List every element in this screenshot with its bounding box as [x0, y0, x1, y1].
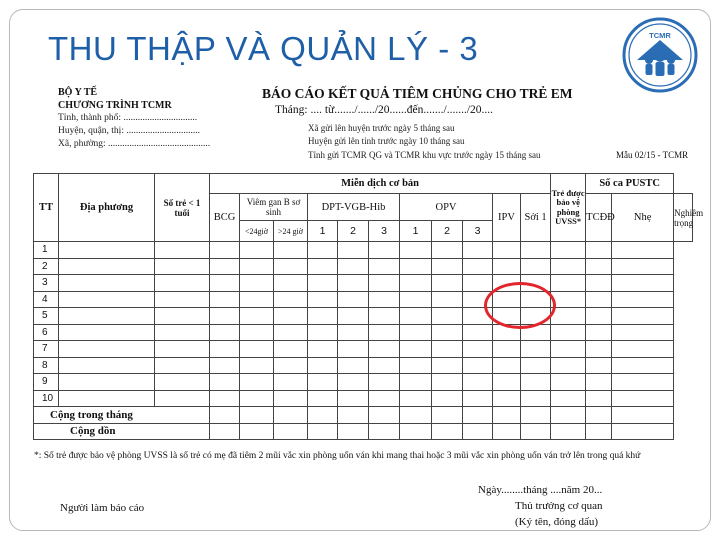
province-field: Tỉnh, thành phố: ............................... — [58, 113, 198, 123]
table-cell — [274, 324, 308, 341]
table-cell — [338, 324, 369, 341]
table-cell — [432, 374, 463, 391]
table-cell — [521, 374, 551, 391]
row-number: 8 — [34, 357, 59, 374]
report-period: Tháng: .... từ......./....../20......đến......./......./20.... — [275, 104, 494, 116]
table-cell — [338, 357, 369, 374]
row-number: 2 — [34, 258, 59, 275]
table-cell — [521, 242, 551, 259]
table-cell — [551, 308, 586, 325]
table-cell — [400, 275, 432, 292]
table-cell — [369, 291, 400, 308]
row-monthly-total: Cộng trong tháng — [34, 407, 210, 424]
table-cell — [521, 341, 551, 358]
table-cell — [551, 390, 586, 407]
agency-block — [58, 86, 210, 151]
table-cell — [463, 275, 493, 292]
header-pustc: Số ca PUSTC — [586, 174, 674, 194]
table-cell — [210, 291, 240, 308]
table-cell — [493, 242, 521, 259]
table-cell — [493, 374, 521, 391]
table-cell — [586, 357, 612, 374]
row-number: 6 — [34, 324, 59, 341]
table-cell — [551, 357, 586, 374]
table-cell — [432, 308, 463, 325]
form-code: Mẫu 02/15 - TCMR — [616, 150, 689, 160]
table-cell — [521, 390, 551, 407]
table-cell — [493, 258, 521, 275]
table-cell — [493, 390, 521, 407]
row-number: 4 — [34, 291, 59, 308]
table-cell — [586, 374, 612, 391]
header-hepb: Viêm gan B sơ sinh — [240, 194, 308, 221]
table-cell — [274, 357, 308, 374]
report-title: BÁO CÁO KẾT QUẢ TIÊM CHỦNG CHO TRẺ EM — [262, 86, 573, 101]
table-row — [34, 275, 693, 292]
table-row — [34, 357, 693, 374]
table-cell — [612, 308, 674, 325]
table-cell — [338, 390, 369, 407]
table-cell — [240, 374, 274, 391]
header-locality: Địa phương — [59, 174, 155, 242]
header-basic-immunization: Miễn dịch cơ bản — [210, 174, 551, 194]
table-cell — [155, 242, 210, 259]
table-cell — [59, 341, 155, 358]
table-cell — [210, 308, 240, 325]
head-office-label: Thủ trưởng cơ quan — [515, 500, 603, 512]
table-cell — [210, 357, 240, 374]
table-row — [34, 341, 693, 358]
table-cell — [400, 374, 432, 391]
table-cell — [308, 357, 338, 374]
table-cell — [463, 324, 493, 341]
table-cell — [155, 324, 210, 341]
table-cell — [612, 357, 674, 374]
table-cell — [59, 308, 155, 325]
table-cell — [463, 374, 493, 391]
table-cell — [400, 324, 432, 341]
header-hepb-lt24: <24giờ — [240, 221, 274, 242]
table-cell — [432, 324, 463, 341]
table-cell — [59, 258, 155, 275]
table-cell — [338, 291, 369, 308]
table-row — [34, 324, 693, 341]
tcmr-logo — [621, 16, 699, 94]
table-cell — [493, 357, 521, 374]
table-cell — [586, 258, 612, 275]
table-cell — [59, 390, 155, 407]
table-cell — [400, 357, 432, 374]
table-cell — [155, 275, 210, 292]
row-number: 9 — [34, 374, 59, 391]
row-number: 1 — [34, 242, 59, 259]
table-cell — [432, 390, 463, 407]
table-cell — [274, 341, 308, 358]
header-opv: OPV — [400, 194, 493, 221]
table-cell — [240, 324, 274, 341]
table-cell — [274, 374, 308, 391]
table-cell — [59, 374, 155, 391]
table-cell — [240, 357, 274, 374]
row-number: 3 — [34, 275, 59, 292]
header-tt: TT — [34, 174, 59, 242]
table-cell — [551, 275, 586, 292]
sign-note: (Ký tên, đóng dấu) — [515, 516, 599, 528]
table-cell — [240, 308, 274, 325]
header-infants: Số trẻ < 1 tuổi — [155, 174, 210, 242]
table-cell — [586, 291, 612, 308]
table-cell — [612, 242, 674, 259]
table-cell — [274, 242, 308, 259]
table-cell — [369, 258, 400, 275]
table-cell — [551, 341, 586, 358]
table-cell — [308, 275, 338, 292]
table-row — [34, 258, 693, 275]
table-cell — [369, 242, 400, 259]
table-cell — [432, 291, 463, 308]
row-number: 7 — [34, 341, 59, 358]
table-cell — [155, 291, 210, 308]
header-dpt-dose1: 1 — [308, 221, 338, 242]
table-cell — [586, 275, 612, 292]
table-cell — [155, 390, 210, 407]
date-line: Ngày........tháng ....năm 20... — [478, 484, 603, 496]
table-cell — [612, 291, 674, 308]
table-cell — [240, 390, 274, 407]
table-cell — [338, 308, 369, 325]
table-cell — [432, 242, 463, 259]
header-opv-dose2: 2 — [432, 221, 463, 242]
table-row — [34, 390, 693, 407]
submission-deadlines — [308, 122, 541, 162]
table-cell — [521, 357, 551, 374]
table-cell — [155, 258, 210, 275]
table-cell — [463, 357, 493, 374]
deadline-province: Tỉnh gửi TCMR QG và TCMR khu vực trước ngày 15 tháng sau — [308, 149, 541, 160]
district-field: Huyện, quận, thị: ............................... — [58, 126, 200, 136]
table-cell — [338, 275, 369, 292]
table-cell — [369, 275, 400, 292]
table-cell — [308, 390, 338, 407]
header-ipv: IPV — [493, 194, 521, 242]
table-cell — [155, 308, 210, 325]
table-cell — [210, 275, 240, 292]
table-cell — [308, 258, 338, 275]
table-cell — [369, 308, 400, 325]
table-cell — [210, 374, 240, 391]
table-row — [34, 374, 693, 391]
table-cell — [586, 308, 612, 325]
table-cell — [369, 341, 400, 358]
header-bcg: BCG — [210, 194, 240, 242]
table-cell — [210, 258, 240, 275]
table-row — [34, 242, 693, 259]
table-cell — [612, 324, 674, 341]
table-cell — [551, 258, 586, 275]
table-cell — [308, 324, 338, 341]
table-cell — [240, 291, 274, 308]
table-cell — [400, 258, 432, 275]
table-cell — [612, 258, 674, 275]
slide-title: THU THẬP VÀ QUẢN LÝ - 3 — [48, 30, 479, 67]
reporter-label: Người làm báo cáo — [60, 502, 145, 514]
header-opv-dose3: 3 — [463, 221, 493, 242]
table-cell — [612, 374, 674, 391]
table-cell — [240, 275, 274, 292]
immunization-table — [33, 173, 704, 440]
logo-text: TCMR — [649, 31, 671, 40]
table-cell — [210, 242, 240, 259]
table-cell — [59, 324, 155, 341]
table-cell — [369, 374, 400, 391]
table-cell — [210, 341, 240, 358]
table-cell — [400, 242, 432, 259]
table-cell — [521, 258, 551, 275]
table-cell — [551, 374, 586, 391]
table-cell — [463, 341, 493, 358]
table-cell — [612, 390, 674, 407]
table-cell — [551, 242, 586, 259]
table-cell — [155, 357, 210, 374]
table-cell — [155, 374, 210, 391]
table-cell — [463, 258, 493, 275]
table-cell — [400, 291, 432, 308]
table-cell — [432, 341, 463, 358]
table-cell — [612, 341, 674, 358]
table-cell — [240, 258, 274, 275]
table-cell — [463, 242, 493, 259]
table-cell — [586, 242, 612, 259]
table-cell — [463, 390, 493, 407]
report-document — [30, 84, 704, 534]
ministry-label: BỘ Y TẾ — [58, 87, 98, 98]
table-cell — [59, 242, 155, 259]
table-cell — [432, 357, 463, 374]
table-cell — [274, 275, 308, 292]
table-cell — [369, 390, 400, 407]
table-cell — [59, 291, 155, 308]
header-dpt-dose3: 3 — [369, 221, 400, 242]
header-hepb-gt24: >24 giờ — [274, 221, 308, 242]
table-row — [34, 291, 693, 308]
table-cell — [155, 341, 210, 358]
table-cell — [586, 341, 612, 358]
deadline-district: Huyện gửi lên tỉnh trước ngày 10 tháng sau — [308, 136, 465, 147]
table-cell — [432, 258, 463, 275]
table-cell — [274, 258, 308, 275]
commune-field: Xã, phường: ........................................... — [58, 139, 211, 149]
header-tcdd: TCĐĐ — [586, 194, 612, 242]
table-cell — [493, 341, 521, 358]
table-cell — [274, 390, 308, 407]
table-cell — [274, 291, 308, 308]
table-cell — [274, 308, 308, 325]
table-cell — [551, 324, 586, 341]
table-cell — [240, 341, 274, 358]
table-cell — [586, 324, 612, 341]
table-cell — [400, 390, 432, 407]
table-cell — [59, 357, 155, 374]
header-severe: Nghiêm trọng — [674, 194, 693, 242]
table-cell — [338, 374, 369, 391]
footnote: *: Số trẻ được bảo vệ phòng UVSS là số trẻ có mẹ đã tiêm 2 mũi vắc xin phòng uốn ván khi mang thai hoặc 3 mũi vắc xin phòng uốn ván trở lên trong quá khứ — [34, 451, 641, 461]
header-opv-dose1: 1 — [400, 221, 432, 242]
header-measles: Sởi 1 — [521, 194, 551, 242]
table-cell — [612, 275, 674, 292]
program-label: CHƯƠNG TRÌNH TCMR — [58, 100, 172, 111]
table-cell — [432, 275, 463, 292]
table-cell — [59, 275, 155, 292]
header-dpt: DPT-VGB-Hib — [308, 194, 400, 221]
table-cell — [586, 390, 612, 407]
table-cell — [338, 341, 369, 358]
table-cell — [400, 341, 432, 358]
table-cell — [338, 242, 369, 259]
table-cell — [308, 291, 338, 308]
deadline-commune: Xã gửi lên huyện trước ngày 5 tháng sau — [308, 123, 455, 133]
table-cell — [338, 258, 369, 275]
table-cell — [369, 357, 400, 374]
table-row — [34, 308, 693, 325]
table-cell — [210, 324, 240, 341]
table-cell — [308, 308, 338, 325]
row-cumulative-total: Cộng dồn — [34, 423, 210, 440]
table-cell — [369, 324, 400, 341]
header-mild: Nhẹ — [612, 194, 674, 242]
table-cell — [210, 390, 240, 407]
table-cell — [400, 308, 432, 325]
row-number: 5 — [34, 308, 59, 325]
header-uvss: Trẻ được bảo vệ phòng UVSS* — [551, 174, 586, 242]
row-number: 10 — [34, 390, 59, 407]
table-cell — [240, 242, 274, 259]
table-cell — [308, 242, 338, 259]
table-cell — [308, 341, 338, 358]
table-cell — [308, 374, 338, 391]
ipv-highlight-circle — [484, 282, 556, 329]
header-dpt-dose2: 2 — [338, 221, 369, 242]
